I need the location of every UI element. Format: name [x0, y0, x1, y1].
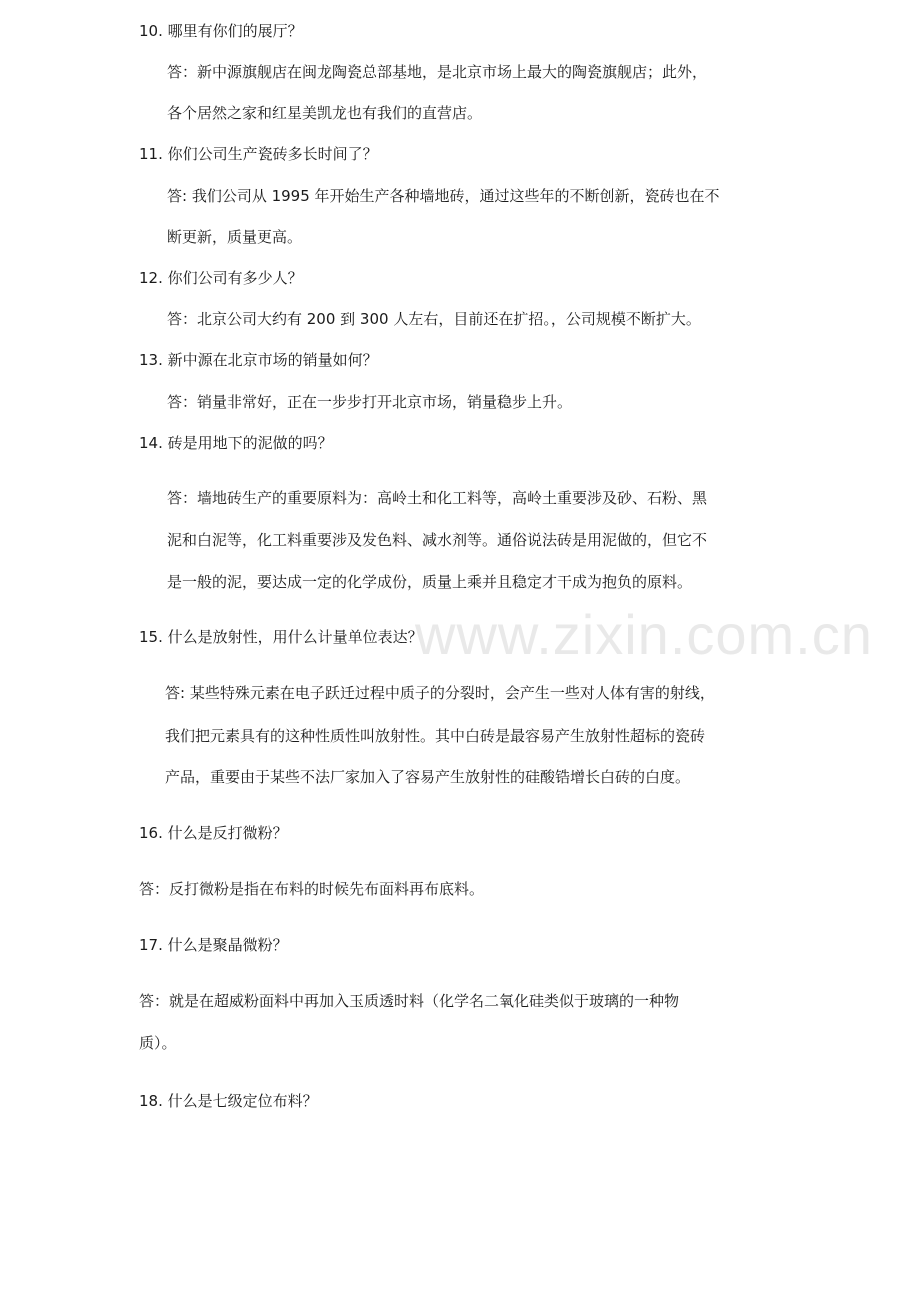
answer-17-line-1: 答：就是在超威粉面料中再加入玉质透时料（化学名二氧化硅类似于玻璃的一种物: [139, 992, 680, 1010]
answer-15-line-1: 答: 某些特殊元素在电子跃迁过程中质子的分裂时，会产生一些对人体有害的射线，: [165, 684, 715, 702]
answer-13-line-1: 答：销量非常好，正在一步步打开北京市场，销量稳步上升。: [167, 393, 573, 411]
answer-11-line-1: 答: 我们公司从 1995 年开始生产各种墙地砖，通过这些年的不断创新，瓷砖也在不: [167, 187, 720, 205]
answer-14-line-2: 泥和白泥等，化工料重要涉及发色料、减水剂等。通俗说法砖是用泥做的，但它不: [167, 531, 708, 549]
answer-15-line-2: 我们把元素具有的这种性质性叫放射性。其中白砖是最容易产生放射性超标的瓷砖: [165, 727, 706, 745]
answer-11-line-2: 断更新，质量更高。: [167, 228, 303, 246]
answer-10-line-1: 答：新中源旗舰店在闽龙陶瓷总部基地，是北京市场上最大的陶瓷旗舰店；此外，: [167, 63, 708, 81]
answer-10-line-2: 各个居然之家和红星美凯龙也有我们的直营店。: [167, 104, 483, 122]
question-10: 10. 哪里有你们的展厅？: [139, 22, 303, 40]
answer-17-line-2: 质）。: [139, 1034, 177, 1052]
question-18: 18. 什么是七级定位布料？: [139, 1092, 318, 1110]
question-11: 11. 你们公司生产瓷砖多长时间了？: [139, 145, 378, 163]
question-15: 15. 什么是放射性，用什么计量单位表达？: [139, 628, 423, 646]
watermark: www.zixin.com.cn: [415, 603, 873, 666]
answer-12-line-1: 答：北京公司大约有 200 到 300 人左右，目前还在扩招。，公司规模不断扩大。: [167, 310, 701, 328]
answer-14-line-1: 答：墙地砖生产的重要原料为：高岭土和化工料等，高岭土重要涉及砂、石粉、黑: [167, 489, 708, 507]
answer-16-line-1: 答：反打微粉是指在布料的时候先布面料再布底料。: [139, 880, 485, 898]
answer-14-line-3: 是一般的泥，要达成一定的化学成份，质量上乘并且稳定才干成为抱负的原料。: [167, 573, 693, 591]
question-12: 12. 你们公司有多少人？: [139, 269, 303, 287]
question-13: 13. 新中源在北京市场的销量如何？: [139, 351, 378, 369]
question-16: 16. 什么是反打微粉？: [139, 824, 288, 842]
question-14: 14. 砖是用地下的泥做的吗？: [139, 434, 333, 452]
answer-15-line-3: 产品，重要由于某些不法厂家加入了容易产生放射性的硅酸锆增长白砖的白度。: [165, 768, 691, 786]
question-17: 17. 什么是聚晶微粉？: [139, 936, 288, 954]
